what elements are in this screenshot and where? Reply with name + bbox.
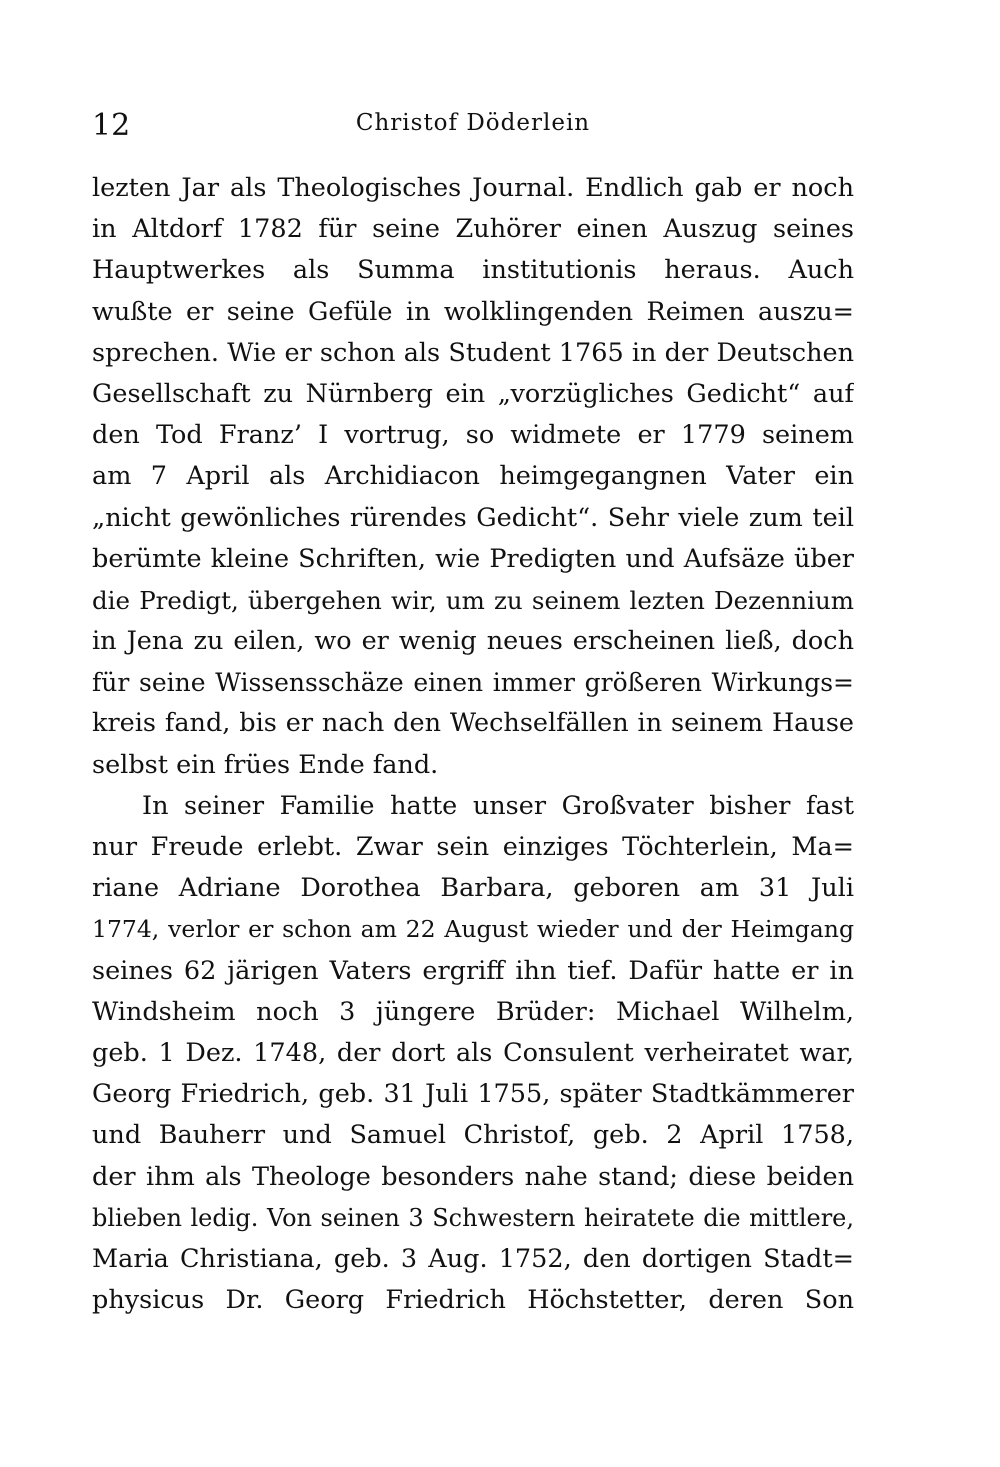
text-line: wußte er seine Gefüle in wolklingenden Reimen auszu=: [92, 296, 854, 327]
text-line: blieben ledig. Von seinen 3 Schwestern heiratete die mittlere,: [92, 1203, 854, 1232]
text-line: die Predigt, übergehen wir, um zu seinem lezten Dezennium: [92, 585, 854, 615]
text-line: und Bauherr und Samuel Christof, geb. 2 April 1758,: [92, 1120, 854, 1151]
text-line: „nicht gewönliches rürendes Gedicht“. Sehr viele zum teil: [92, 502, 854, 533]
text-line: kreis fand, bis er nach den Wechselfällen in seinem Hause: [92, 708, 854, 739]
text-line: 1774, verlor er schon am 22 August wieder und der Heimgang: [92, 915, 854, 944]
text-line: berümte kleine Schriften, wie Predigten und Aufsäze über: [92, 543, 854, 574]
text-line: Windsheim noch 3 jüngere Brüder: Michael Wilhelm,: [92, 996, 854, 1027]
text-line: geb. 1 Dez. 1748, der dort als Consulent verheiratet war,: [92, 1037, 854, 1068]
text-line: in Altdorf 1782 für seine Zuhörer einen Auszug seines: [92, 214, 854, 245]
text-line: Gesellschaft zu Nürnberg ein „vorzügliches Gedicht“ auf: [92, 378, 854, 409]
text-line: seines 62 järigen Vaters ergriff ihn tief. Dafür hatte er in: [92, 955, 854, 986]
page-header: [92, 108, 854, 148]
text-line: selbst ein frües Ende fand.: [92, 749, 439, 780]
paragraph-start-line: In seiner Familie hatte unser Großvater bisher fast: [142, 790, 854, 821]
text-line: nur Freude erlebt. Zwar sein einziges Töchterlein, Ma=: [92, 832, 854, 862]
text-line: in Jena zu eilen, wo er wenig neues erscheinen ließ, doch: [92, 626, 854, 657]
body-text: [92, 168, 854, 1321]
text-line: lezten Jar als Theologisches Journal. Endlich gab er noch: [92, 173, 854, 203]
page-number: 12: [92, 108, 131, 143]
text-line: Hauptwerkes als Summa institutionis heraus. Auch: [92, 255, 854, 286]
text-line: riane Adriane Dorothea Barbara, geboren am 31 Juli: [92, 873, 854, 904]
text-line: physicus Dr. Georg Friedrich Höchstetter, deren Son: [92, 1285, 854, 1316]
text-line: sprechen. Wie er schon als Student 1765 in der Deutschen: [92, 337, 854, 368]
text-line: Maria Christiana, geb. 3 Aug. 1752, den dortigen Stadt=: [92, 1243, 854, 1274]
text-line: am 7 April als Archidiacon heimgegangnen Vater ein: [92, 461, 854, 492]
text-line: für seine Wissensschäze einen immer größeren Wirkungs=: [92, 668, 854, 698]
running-title: Christof Döderlein: [355, 110, 591, 136]
text-line: den Tod Franz’ I vortrug, so widmete er 1779 seinem: [92, 420, 854, 451]
text-line: Georg Friedrich, geb. 31 Juli 1755, später Stadtkämmerer: [92, 1079, 854, 1110]
text-line: der ihm als Theologe besonders nahe stand; diese beiden: [92, 1161, 854, 1192]
